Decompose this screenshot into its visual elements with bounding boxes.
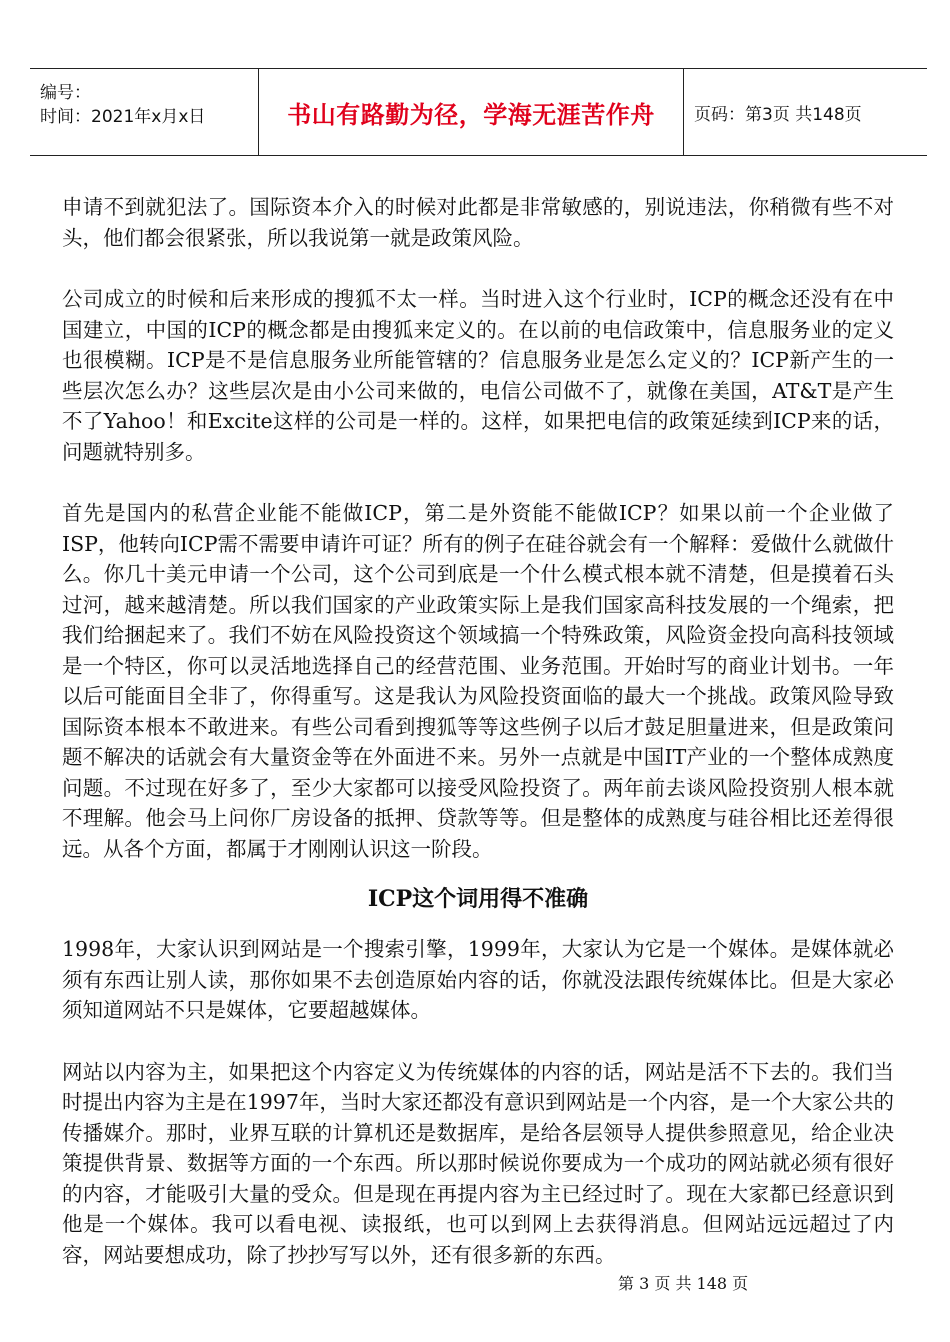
paragraph-2: 公司成立的时候和后来形成的搜狐不太一样。当时进入这个行业时，ICP的概念还没有在中国建立，中国的ICP的概念都是由搜狐来定义的。在以前的电信政策中，信息服务业的定义也很模糊。ICP是不是信息服务业所能管辖的？信息服务业是怎么定义的？ICP新产生的一些层次怎么办？这些层次是由小公司来做的，电信公司做不了，就像在美国，AT&T是产生不了Yahoo！和Excite这样的公司是一样的。这样，如果把电信的政策延续到ICP来的话，问题就特别多。 [62, 287, 894, 464]
header-meta [40, 81, 205, 129]
paragraph-1: 申请不到就犯法了。国际资本介入的时候对此都是非常敏感的，别说违法，你稍微有些不对头，他们都会很紧张，所以我说第一就是政策风险。 [62, 195, 894, 250]
paragraph-4: 1998年，大家认识到网站是一个搜索引擎，1999年，大家认为它是一个媒体。是媒体就必须有东西让别人读，那你如果不去创造原始内容的话，你就没法跟传统媒体比。但是大家必须知道网站不只是媒体，它要超越媒体。 [62, 937, 894, 1022]
header-motto: 书山有路勤为径，学海无涯苦作舟 [287, 100, 655, 129]
page-header [30, 68, 927, 156]
paragraph-3: 首先是国内的私营企业能不能做ICP，第二是外资能不能做ICP？如果以前一个企业做了ISP，他转向ICP需不需要申请许可证？所有的例子在硅谷就会有一个解释：爱做什么就做什么。你几十美元申请一个公司，这个公司到底是一个什么模式根本就不清楚，但是摸着石头过河，越来越清楚。所以我们国家的产业政策实际上是我们国家高科技发展的一个绳索，把我们给捆起来了。我们不妨在风险投资这个领域搞一个特殊政策，风险资金投向高科技领域是一个特区，你可以灵活地选择自己的经营范围、业务范围。开始时写的商业计划书。一年以后可能面目全非了，你得重写。这是我认为风险投资面临的最大一个挑战。政策风险导致国际资本根本不敢进来。有些公司看到搜狐等等这些例子以后才鼓足胆量进来，但是政策问题不解决的话就会有大量资金等在外面进不来。另外一点就是中国IT产业的一个整体成熟度问题。不过现在好多了，至少大家都可以接受风险投资了。两年前去谈风险投资别人根本就不理解。他会马上问你厂房设备的抵押、贷款等等。但是整体的成熟度与硅谷相比还差得很远。从各个方面，都属于才刚刚认识这一阶段。 [62, 501, 895, 861]
document-body [62, 192, 894, 1270]
section-heading: ICP这个词用得不准确 [367, 886, 589, 912]
document-number-label: 编号： [40, 83, 91, 103]
header-divider [683, 69, 684, 155]
header-page-number: 页码：第3页 共148页 [694, 104, 862, 125]
footer-page-number: 第 3 页 共 148 页 [618, 1274, 749, 1293]
paragraph-5: 网站以内容为主，如果把这个内容定义为传统媒体的内容的话，网站是活不下去的。我们当时提出内容为主是在1997年，当时大家还都没有意识到网站是一个内容，是一个大家公共的传播媒介。那时，业界互联的计算机还是数据库，是给各层领导人提供参照意见，给企业决策提供背景、数据等方面的一个东西。所以那时候说你要成为一个成功的网站就必须有很好的内容，才能吸引大量的受众。但是现在再提内容为主已经过时了。现在大家都已经意识到他是一个媒体。我可以看电视、读报纸，也可以到网上去获得消息。但网站远远超过了内容，网站要想成功，除了抄抄写写以外，还有很多新的东西。 [62, 1059, 894, 1267]
document-time-label: 时间：2021年x月x日 [40, 107, 206, 127]
